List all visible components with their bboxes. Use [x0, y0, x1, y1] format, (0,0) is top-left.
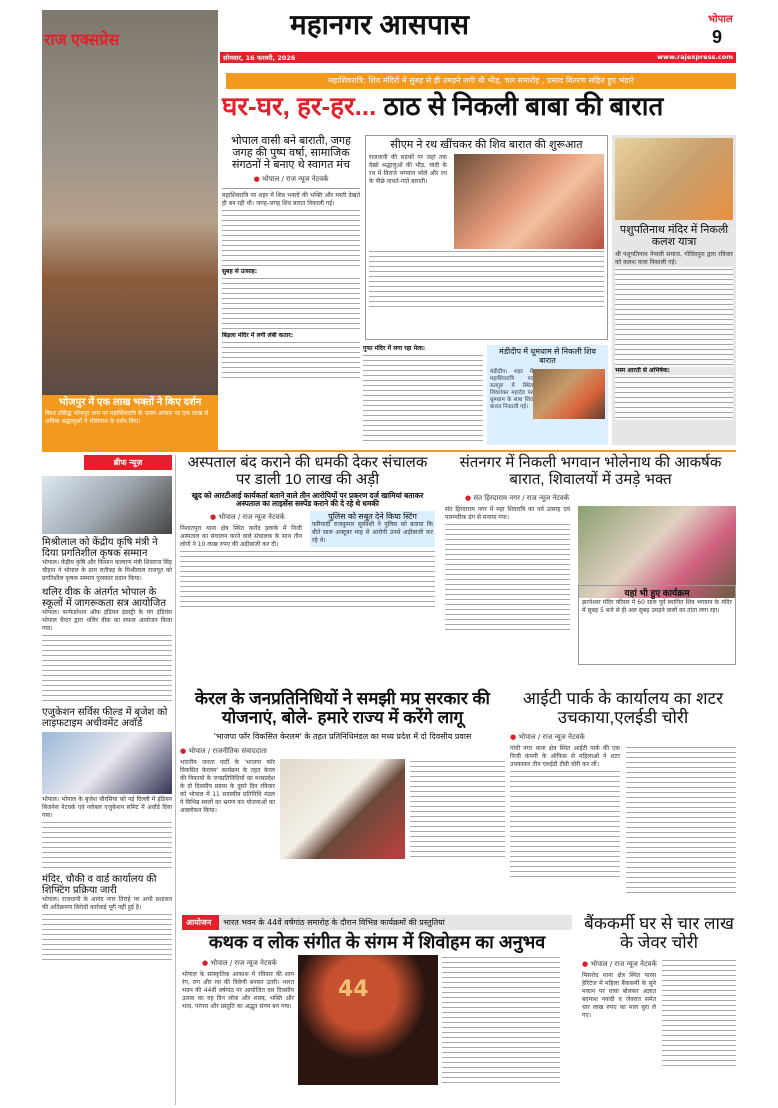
text-lines — [615, 375, 733, 420]
hospital-deck: खुद को आरटीआई कार्यकर्ता बताने वाले तीन आरोपियों पर प्रकरण दर्ज खामियां बताकर अस्पताल का लाइसेंस सस्पेंड कराने की दे रहे थे धमकी — [191, 491, 424, 509]
itpark-headline: आईटी पार्क के कार्यालय का शटर उचकाया,एलईडी चोरी — [522, 689, 724, 727]
santnagar-headline: संतनगर में निकली भगवान भोलेनाथ की आकर्षक बारात, शिवालयों में उमड़े भक्त — [459, 454, 722, 488]
kerala-deck: 'भाजपा फॉर विकसित केरलम' के तहत प्रतिनिधिमंडल का मध्य प्रदेश में दो दिवसीय प्रवास — [213, 732, 472, 742]
brief-news-label: ब्रीफ न्यूज़ — [84, 455, 172, 470]
page-number: 9 — [712, 27, 723, 47]
kerala-body: भारतीय जनता पार्टी के 'भाजपा फॉर विकसित केरलम' कार्यक्रम के तहत केरल की निकायों के जनप्रतिनिधियों का मध्यप्रदेश के दो दिवसीय प्रवास के दूसरे दिन रविवार को भोपाल में 11 सदस्यीय प्रतिनिधि मंडल ने विभिन्न स्थलों का भ्रमण कर योजनाओं का अवलोकन किया। — [180, 759, 275, 815]
mandideep-photo — [533, 369, 605, 419]
yahan-bhi-title: यहां भी हुए कार्यक्रम — [624, 588, 690, 598]
brief-photo-1 — [42, 476, 172, 534]
kathak-dancer-photo — [298, 955, 438, 1085]
sting-body: फरियादी राजकुमार सूर्यवंशी ने पुलिस को बताया कि बीते साल अक्टूबर माह से आरोपी उनसे अड़ीबाजी कर रहे थे। — [312, 521, 433, 545]
brief-body: भोपाल। राजधानी के आनंद नगर तिराहे पर अभी प्रशासन की अतिक्रमण विरोधी कार्रवाई पूरी नहीं हुई है। — [42, 896, 172, 911]
lead-headline-black: ठाठ से निकली बाबा की बारात — [376, 91, 664, 121]
text-lines — [180, 549, 435, 609]
newspaper-logo: राज एक्सप्रेस — [44, 32, 120, 49]
kathak-body: भोपाल के सांस्कृतिक आकाश में रविवार की शाम रंग, राग और रस की त्रिवेणी बनकर उतरी। भारत भवन की 44वीं वर्षगांठ पर आयोजित दस दिवसीय उत्सव का यह दिन लोक और शास्त्र, भक्ति और भाव, परंपरा और प्रस्तुति का अद्भुत संगम बन गया। — [182, 970, 294, 1010]
hospital-story — [180, 455, 435, 645]
kerala-delegation-photo — [280, 759, 405, 859]
brief-headline: एजुकेशन सर्विस फील्ड में बृजेश को लाइफटाइम अचीवमेंट अवॉर्ड — [42, 707, 168, 729]
kathak-story — [182, 915, 572, 1105]
brief-headline: मिश्रीलाल को केंद्रीय कृषि मंत्री ने दिया प्रगतिशील कृषक सम्मान — [42, 537, 158, 559]
lead-body: महाशिवरात्रि पर शहर में शिव भक्तों की भक्ति और मस्ती देखते ही बन रही थी। जगह-जगह शिव बारात निकाली गई। — [222, 192, 360, 208]
brief-news-column — [42, 455, 172, 1105]
subhead: बिड़ला मंदिर में लगी लंबी कतार: — [222, 332, 294, 340]
cm-continued — [363, 345, 483, 443]
column-divider — [175, 455, 176, 1105]
lead-headline — [222, 92, 663, 121]
brief-body: भोपाल। केंद्रीय कृषि और किसान कल्याण मंत्री शिवराज सिंह चौहान ने भोपाल के ग्राम रातीबड़ के मिश्रीलाल राजपूत को प्रगतिशील कृषक सम्मान पुरस्कार प्रदान किया। — [42, 559, 172, 582]
kathak-kicker-bar — [182, 915, 572, 930]
cm-text-lines — [369, 249, 604, 309]
hospital-headline: अस्पताल बंद कराने की धमकी देकर संचालक पर डाली 10 लाख की अड़ी — [187, 454, 428, 488]
lead-text-lines — [222, 208, 360, 268]
sting-title: पुलिस को सबूत देने किया स्टिंग — [328, 511, 417, 521]
anniversary-number: 44 — [338, 976, 369, 1002]
lead-text-lines — [222, 276, 360, 332]
santnagar-story — [445, 455, 736, 670]
bhojpur-caption-box — [42, 395, 218, 450]
byline: ● भोपाल / राज न्यूज नेटवर्क — [222, 175, 360, 184]
brief-headline: मंदिर, चौकी व वार्ड कार्यालय की शिफ्टिंग प्रक्रिया जारी — [42, 874, 157, 896]
cm-body: राजधानी की सड़कों पर जहां तक देखो श्रद्धालुओं की भीड़, चांदी के रथ में विराजे भगवान भोले और रथ के पीछे नाचते-गाते बाराती। — [369, 154, 447, 186]
byline: ● संत हिरदाराम नगर / राज न्यूज नेटवर्क — [465, 494, 736, 503]
date: सोमवार, 16 फरवरी, 2026 — [223, 54, 296, 62]
kerala-headline: केरल के जनप्रतिनिधियों ने समझी मप्र सरकार की योजनाएं, बोले- हमारे राज्य में करेंगे लागू — [195, 689, 490, 727]
text-lines — [42, 820, 172, 870]
pashupati-headline: पशुपतिनाथ मंदिर में निकली कलश यात्रा — [619, 224, 729, 249]
section-title: महानगर आसपास — [290, 9, 470, 40]
orange-divider — [42, 450, 736, 452]
kathak-kicker: भारत भवन के 44वें वर्षगांठ समारोह के दौरान विभिन्न कार्यक्रमों की प्रस्तुतियां — [223, 918, 445, 927]
itpark-body: गांधी नगर थाना क्षेत्र स्थित आईटी पार्क की एक निजी कंपनी के ऑफिस से महिलाओं ने शटर उचकाकर तीन एलईडी टीवी चोरी कर लीं। — [510, 745, 620, 769]
byline: ● भोपाल / राज न्यूज नेटवर्क — [202, 959, 312, 968]
byline: ● भोपाल / राजनीतिक संवाददाता — [180, 747, 505, 756]
cm-story-box — [365, 135, 608, 340]
mandideep-body: मंडीदीप। शहर में महाशिवरात्रि पर सतगुरु में स्थित शिवशंकर महादेव पर धूमधाम के साथ शिव बारात निकाली गई। — [490, 368, 533, 410]
mandideep-headline: मंडीदीप में धूमधाम से निकली शिव बारात — [499, 347, 596, 365]
brief-body: भोपाल। भोपाल के बृजेश चौरसिया को नई दिल्ली में इंडियन बिजनेस नेटवर्क एवं ग्लोबल एजुकेशन समिट में अवॉर्ड दिया गया। — [42, 796, 172, 819]
text-lines — [410, 759, 505, 859]
text-lines — [445, 522, 570, 632]
kicker-banner: महाशिवरात्रि: शिव मंदिरों में सुबह से ही उमड़ने लगी थी भीड़, चल समारोह , प्रसाद वितरण सहित हुए भंडारे — [226, 73, 736, 89]
city-label: भोपाल — [708, 14, 733, 25]
kathak-headline: कथक व लोक संगीत के संगम में शिवोहम का अनुभव — [208, 932, 546, 952]
byline: ● भोपाल / राज न्यूज नेटवर्क — [582, 960, 736, 969]
santnagar-body: संत हिरदाराम नगर में महा शिवरात्रि का पर्व उत्साह एवं पारम्परिक ढंग से मनाया गया। — [445, 506, 570, 521]
text-lines — [42, 633, 172, 703]
byline: ● भोपाल / राज न्यूज नेटवर्क — [210, 513, 435, 522]
text-lines — [662, 958, 736, 1068]
bank-theft-story — [582, 915, 736, 1105]
hospital-body: निशातपुरा थाना क्षेत्र स्थित करोंद इलाके में निजी अस्पताल का संचालन करने वाले संचालक के साथ तीन लोगों ने 10 लाख रुपए की अड़ीबाजी कर दी। — [180, 524, 302, 548]
bhojpur-text: विश्व प्रसिद्ध भोजपुर धाम पर महाशिवरात्रि के पावन अवसर पर एक लाख से अधिक श्रद्धालुओं ने भोलेनाथ के दर्शन किए। — [45, 410, 209, 425]
mandideep-box — [487, 345, 608, 445]
cm-rath-photo — [454, 154, 604, 249]
pashupati-subhead: भस्म आरती से अभिषेक: — [615, 367, 670, 375]
brief-photo-2 — [42, 732, 172, 794]
bhojpur-headline: भोजपुर में एक लाख भक्तों ने किए दर्शन — [58, 397, 202, 408]
brief-headline: थलिर वीक के अंतर्गत भोपाल के स्कूलों में जागरूकता सत्र आयोजित — [42, 587, 167, 609]
cm-headline: सीएम ने रथ खींचकर की शिव बारात की शुरूआत — [390, 139, 583, 151]
lead-sub-story — [222, 135, 360, 440]
text-lines — [510, 769, 620, 879]
bank-body: मिसरोद थाना क्षेत्र स्थित पारस हेरिटेज में महिला बैंककर्मी के सूने मकान पर धावा बोलकर अज्ञात बदमाश नकदी व जेवरात समेत चार लाख रुपए का माल चुरा ले गए। — [582, 972, 656, 1020]
itpark-story — [510, 690, 736, 905]
website-url: www.rajexpress.com — [656, 53, 733, 61]
yahan-bhi-box — [578, 585, 736, 665]
pashupati-body: श्री पशुपतिनाथ नेपाली समाज, गोविंदपुरा द्वारा रविवार को कलश यात्रा निकाली गई। — [615, 251, 733, 267]
text-lines — [615, 267, 733, 367]
subhead: सुबह से उत्साह: — [222, 268, 258, 276]
aayojan-tag: आयोजन — [182, 915, 219, 930]
text-lines — [42, 912, 172, 962]
text-lines — [363, 353, 483, 443]
pashupati-box — [612, 135, 736, 445]
divider — [222, 188, 360, 189]
text-lines — [626, 745, 736, 895]
lead-text-lines — [222, 340, 360, 380]
pashupati-photo — [615, 138, 733, 220]
text-lines — [442, 955, 560, 1085]
sting-box — [310, 511, 435, 548]
kerala-story — [180, 690, 505, 905]
sub-headline: भोपाल वासी बने बाराती, जगह जगह की पुष्प वर्षा, सामाजिक संगठनों ने बनाए थे स्वागत मंच — [231, 135, 351, 172]
subhead: गुफा मंदिर में लगा रहा मेला: — [363, 345, 426, 352]
byline: ● भोपाल / राज न्यूज नेटवर्क — [510, 733, 736, 742]
date-bar — [220, 52, 736, 63]
bank-headline: बैंककर्मी घर से चार लाख के जेवर चोरी — [584, 914, 734, 952]
lead-headline-red: घर-घर, हर-हर... — [222, 91, 377, 121]
temple-photo — [42, 10, 218, 395]
brief-body: भोपाल। कन्फेडरेशन ऑफ इंडियन इंडस्ट्री के यंग इंडियंस भोपाल चैप्टर द्वारा थलिर वीक का सफल आयोजन किया गया। — [42, 609, 172, 632]
yahan-bhi-body: झरनेश्वर मंदिर परिसर में 60 साल पूर्व स्थापित शिव भगवान के मंदिर में सुबह 5 बजे से ही अल सुबह उमड़ने वालों का तांता लगा रहा। — [582, 598, 732, 614]
